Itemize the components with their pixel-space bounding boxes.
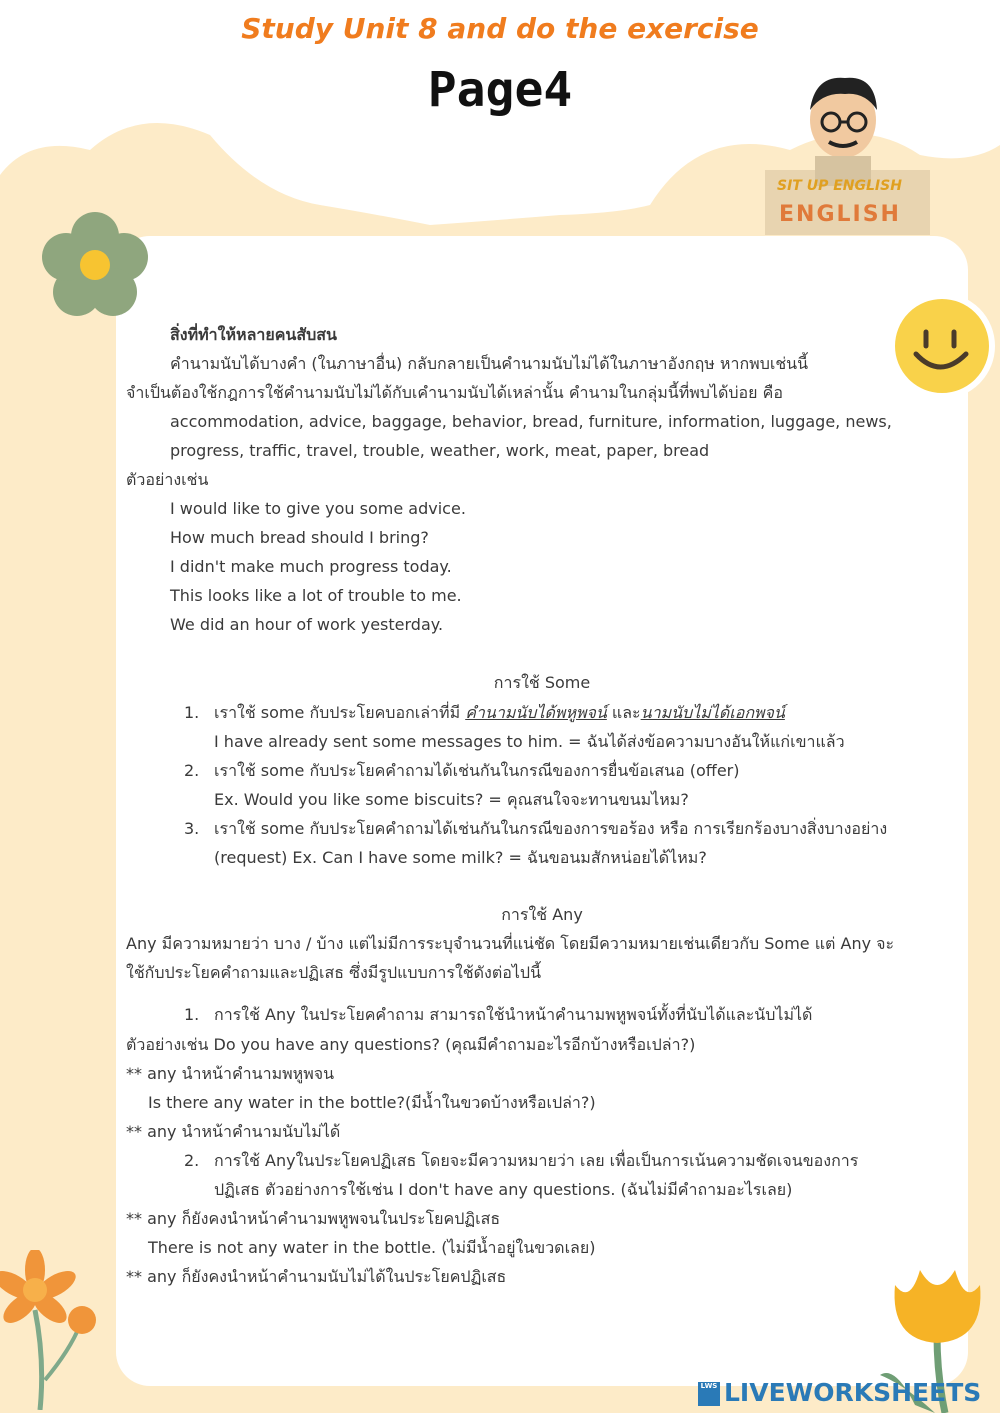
section1-heading: สิ่งที่ทำให้หลายคนสับสน [170, 325, 337, 344]
section3-item1-text: การใช้ Any ในประโยคคำถาม สามารถใช้นำหน้าคำนามพหูพจน์ทั้งที่นับได้และนับไม่ได้ [214, 1005, 813, 1024]
section1-words2: progress, traffic, travel, trouble, weather, work, meat, paper, bread [170, 441, 710, 460]
logo-text: LIVEWORKSHEETS [724, 1378, 982, 1407]
section1-example: How much bread should I bring? [170, 528, 429, 547]
page-label: Page4 [427, 62, 573, 118]
section3-note4: ** any ก็ยังคงนำหน้าคำนามนับไม่ได้ในประโยคปฏิเสธ [126, 1267, 507, 1286]
section2-item1-text-b: คำนามนับได้พหูพจน์ [465, 703, 607, 722]
section3-item2-number: 2. [184, 1151, 200, 1170]
section2-item1-text-d: นามนับไม่ได้เอกพจน์ [640, 703, 785, 722]
section2-item2-example: Ex. Would you like some biscuits? = คุณสนใจจะทานขนมไหม? [214, 790, 689, 809]
section2-item1-example: I have already sent some messages to him. = ฉันได้ส่งข้อความบางอันให้แก่เขาแล้ว [214, 732, 845, 751]
section1-words1: accommodation, advice, baggage, behavior, bread, furniture, information, luggage, news, [170, 412, 892, 431]
section3-note1: ** any นำหน้าคำนามพหูพจน [126, 1064, 335, 1083]
page-header-title: Study Unit 8 and do the exercise [241, 12, 759, 45]
badge-line1: SIT UP ENGLISH [777, 178, 902, 194]
section3-note3: ** any ก็ยังคงนำหน้าคำนามพหูพจนในประโยคปฏิเสธ [126, 1209, 501, 1228]
section2-item1-number: 1. [184, 703, 200, 722]
section2-item1-text-c: และ [606, 703, 641, 722]
section2-item3-number: 3. [184, 819, 200, 838]
section1-example: I would like to give you some advice. [170, 499, 466, 518]
section3-note1-example: Is there any water in the bottle?(มีน้ำในขวดบ้างหรือเปล่า?) [148, 1093, 596, 1112]
section2-item2-text: เราใช้ some กับประโยคคำถามได้เช่นกันในกรณีของการยื่นข้อเสนอ (offer) [214, 761, 740, 780]
section3-intro1: Any มีความหมายว่า บาง / บ้าง แต่ไม่มีการระบุจำนวนที่แน่ชัด โดยมีความหมายเช่นเดียวกับ Some แต่ Any จะ [126, 934, 895, 953]
section1-para1: คำนามนับได้บางคำ (ในภาษาอื่น) กลับกลายเป็นคำนามนับไม่ได้ในภาษาอังกฤษ หากพบเช่นนี้ [170, 354, 809, 373]
logo-mark-icon: LWS [698, 1382, 720, 1406]
section3-item2-text2: ปฏิเสธ ตัวอย่างการใช้เช่น I don't have any questions. (ฉันไม่มีคำถามอะไรเลย) [214, 1180, 793, 1199]
section1-examples-label: ตัวอย่างเช่น [126, 470, 209, 489]
section2-item2-number: 2. [184, 761, 200, 780]
section2-item3-example: (request) Ex. Can I have some milk? = ฉันขอนมสักหน่อยได้ไหม? [214, 848, 707, 867]
section2-item1-text-a: เราใช้ some กับประโยคบอกเล่าที่มี [214, 703, 466, 722]
section3-item1-number: 1. [184, 1005, 200, 1024]
section3-item2-text: การใช้ Anyในประโยคปฏิเสธ โดยจะมีความหมายว่า เลย เพื่อเป็นการเน้นความชัดเจนของการ [214, 1151, 859, 1170]
section3-item1-example: ตัวอย่างเช่น Do you have any questions? (คุณมีคำถามอะไรอีกบ้างหรือเปล่า?) [126, 1035, 696, 1054]
section2-item1-text [214, 703, 785, 723]
section1-para2: จำเป็นต้องใช้กฎการใช้คำนามนับไม่ได้กับเคำนามนับได้เหล่านั้น คำนามในกลุ่มนี้ที่พบได้บ่อย คือ [126, 383, 783, 402]
badge-line2: ENGLISH [779, 202, 901, 227]
section3-intro2: ใช้กับประโยคคำถามและปฏิเสธ ซึ่งมีรูปแบบการใช้ดังต่อไปนี้ [126, 963, 542, 982]
section3-heading: การใช้ Any [501, 905, 583, 924]
section1-example: We did an hour of work yesterday. [170, 615, 444, 634]
liveworksheets-logo[interactable] [698, 1378, 998, 1410]
section2-item3-text: เราใช้ some กับประโยคคำถามได้เช่นกันในกรณีของการขอร้อง หรือ การเรียกร้องบางสิ่งบางอย่าง [214, 819, 888, 838]
section3-note2: ** any นำหน้าคำนามนับไม่ได้ [126, 1122, 341, 1141]
section1-example: This looks like a lot of trouble to me. [170, 586, 462, 605]
section3-note3-example: There is not any water in the bottle. (ไม่มีน้ำอยู่ในขวดเลย) [148, 1238, 596, 1257]
section2-heading: การใช้ Some [493, 673, 591, 692]
section1-example: I didn't make much progress today. [170, 557, 452, 576]
